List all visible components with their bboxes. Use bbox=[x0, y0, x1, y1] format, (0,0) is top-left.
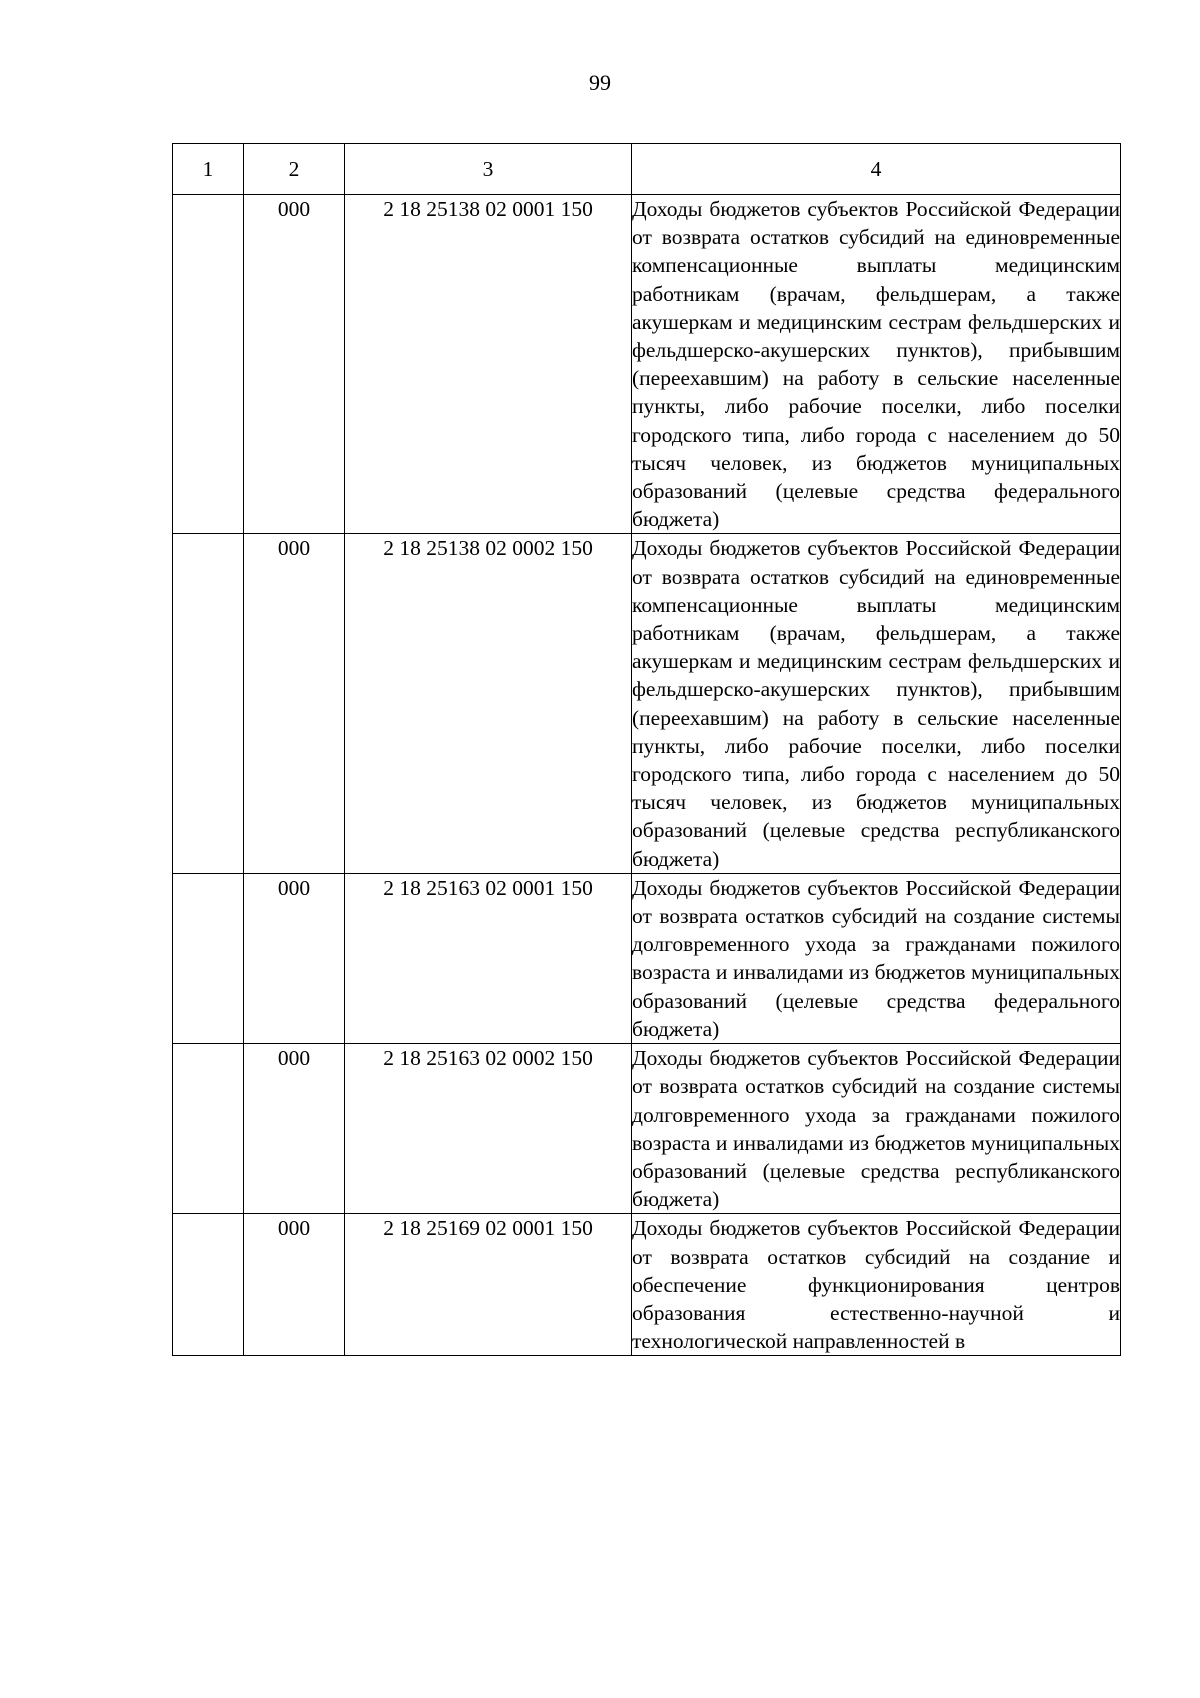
table-row bbox=[173, 1214, 1121, 1356]
header-col-4: 4 bbox=[632, 144, 1121, 195]
table-row bbox=[173, 534, 1121, 873]
budget-code-cell: 2 18 25163 02 0002 150 bbox=[345, 1044, 632, 1214]
budget-code-cell: 2 18 25138 02 0002 150 bbox=[345, 534, 632, 873]
table-row bbox=[173, 1044, 1121, 1214]
header-col-2: 2 bbox=[244, 144, 345, 195]
row-number-cell bbox=[173, 195, 244, 534]
header-col-3: 3 bbox=[345, 144, 632, 195]
admin-code-cell: 000 bbox=[244, 1214, 345, 1356]
admin-code-cell: 000 bbox=[244, 1044, 345, 1214]
description-cell: Доходы бюджетов субъектов Российской Федерации от возврата остатков субсидий на единовременные компенсационные выплаты медицинским работникам (врачам, фельдшерам, а также акушеркам и медицинским сестрам фельдшерских и фельдшерско-акушерских пунктов), прибывшим (переехавшим) на работу в сельские населенные пункты, либо рабочие поселки, либо поселки городского типа, либо города с населением до 50 тысяч человек, из бюджетов муниципальных образований (целевые средства федерального бюджета) bbox=[632, 195, 1121, 534]
row-number-cell bbox=[173, 1214, 244, 1356]
row-number-cell bbox=[173, 873, 244, 1043]
admin-code-cell: 000 bbox=[244, 534, 345, 873]
budget-classification-table bbox=[172, 143, 1121, 1356]
header-col-1: 1 bbox=[173, 144, 244, 195]
description-cell: Доходы бюджетов субъектов Российской Федерации от возврата остатков субсидий на создание и обеспечение функционирования центров образования естественно-научной и технологической направленностей в bbox=[632, 1214, 1121, 1356]
table-row bbox=[173, 195, 1121, 534]
description-cell: Доходы бюджетов субъектов Российской Федерации от возврата остатков субсидий на единовременные компенсационные выплаты медицинским работникам (врачам, фельдшерам, а также акушеркам и медицинским сестрам фельдшерских и фельдшерско-акушерских пунктов), прибывшим (переехавшим) на работу в сельские населенные пункты, либо рабочие поселки, либо поселки городского типа, либо города с населением до 50 тысяч человек, из бюджетов муниципальных образований (целевые средства республиканского бюджета) bbox=[632, 534, 1121, 873]
description-cell: Доходы бюджетов субъектов Российской Федерации от возврата остатков субсидий на создание системы долговременного ухода за гражданами пожилого возраста и инвалидами из бюджетов муниципальных образований (целевые средства федерального бюджета) bbox=[632, 873, 1121, 1043]
budget-code-cell: 2 18 25138 02 0001 150 bbox=[345, 195, 632, 534]
table-row bbox=[173, 873, 1121, 1043]
admin-code-cell: 000 bbox=[244, 873, 345, 1043]
description-cell: Доходы бюджетов субъектов Российской Федерации от возврата остатков субсидий на создание системы долговременного ухода за гражданами пожилого возраста и инвалидами из бюджетов муниципальных образований (целевые средства республиканского бюджета) bbox=[632, 1044, 1121, 1214]
page-number: 99 bbox=[589, 70, 611, 95]
table-header-row bbox=[173, 144, 1121, 195]
budget-code-cell: 2 18 25169 02 0001 150 bbox=[345, 1214, 632, 1356]
budget-code-cell: 2 18 25163 02 0001 150 bbox=[345, 873, 632, 1043]
row-number-cell bbox=[173, 1044, 244, 1214]
row-number-cell bbox=[173, 534, 244, 873]
admin-code-cell: 000 bbox=[244, 195, 345, 534]
